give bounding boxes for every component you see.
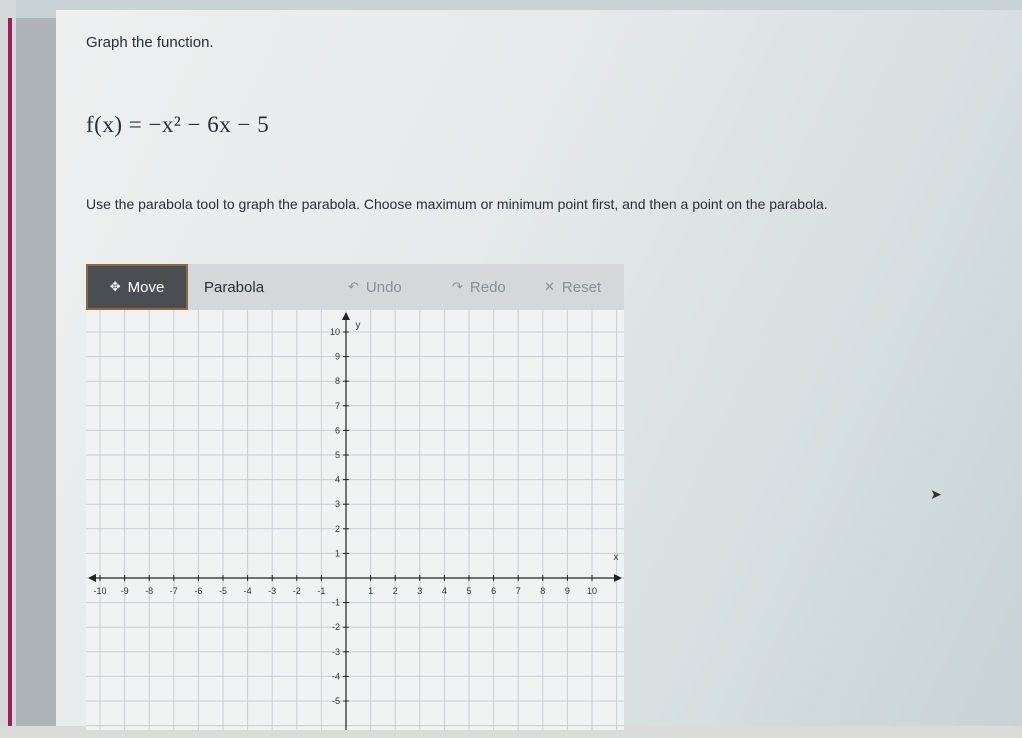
instructions-text: Use the parabola tool to graph the parabola. Choose maximum or minimum point first, and then a point on the parabola. <box>86 196 828 212</box>
y-tick-label: 1 <box>334 548 340 559</box>
x-tick-label: -8 <box>145 586 154 596</box>
x-tick-label: -7 <box>169 586 178 596</box>
x-tick-label: -10 <box>93 586 107 596</box>
redo-label: Redo <box>469 278 506 296</box>
x-tick-label: -2 <box>292 586 301 596</box>
x-tick-label: 5 <box>466 586 472 596</box>
redo-arrow-icon: ↷ <box>452 279 463 294</box>
move-tool-button[interactable] <box>86 264 188 310</box>
move-label: Move <box>127 278 165 296</box>
mouse-cursor-icon: ➤ <box>930 486 942 502</box>
x-tick-label: 4 <box>441 586 447 596</box>
x-tick-label: -5 <box>218 586 228 596</box>
y-tick-label: 10 <box>329 327 340 337</box>
x-tick-label: 6 <box>491 586 497 596</box>
x-tick-label: 2 <box>392 586 398 596</box>
y-tick-label: 2 <box>334 523 340 534</box>
x-tick-label: -1 <box>317 586 326 596</box>
x-tick-label: 7 <box>515 586 521 596</box>
x-tick-label: 8 <box>540 586 546 596</box>
x-axis-arrow-right <box>614 574 622 582</box>
y-tick-label: -4 <box>331 671 340 682</box>
x-axis-arrow-left <box>88 574 96 582</box>
function-expression: f(x) = −x² − 6x − 5 <box>86 112 270 137</box>
x-tick-label: 10 <box>586 586 598 596</box>
x-tick-label: -9 <box>120 586 129 596</box>
y-tick-label: 6 <box>334 425 340 436</box>
reset-button[interactable] <box>544 264 601 310</box>
y-tick-label: 9 <box>334 351 340 362</box>
gray-column <box>16 18 56 730</box>
y-tick-label: 5 <box>334 450 340 460</box>
y-tick-label: -3 <box>331 646 340 657</box>
x-tick-label: 1 <box>368 586 374 596</box>
graph-canvas[interactable] <box>86 310 624 730</box>
y-axis-label: y <box>355 320 361 331</box>
reset-label: Reset <box>561 278 602 296</box>
x-tick-label: 9 <box>564 586 570 596</box>
x-tick-label: -4 <box>243 586 252 596</box>
y-tick-label: -2 <box>331 622 340 633</box>
redo-button[interactable] <box>452 264 506 310</box>
x-tick-label: -3 <box>268 586 277 596</box>
x-tick-label: -6 <box>194 586 203 596</box>
x-axis-label: x <box>613 552 619 563</box>
x-tick-label: 3 <box>417 586 423 596</box>
coordinate-grid[interactable] <box>86 310 624 730</box>
y-tick-label: 4 <box>334 474 340 485</box>
question-prompt: Graph the function. <box>86 34 214 51</box>
undo-label: Undo <box>365 278 402 296</box>
accent-bar <box>8 18 12 730</box>
y-tick-label: -5 <box>331 696 340 706</box>
y-axis-arrow-up <box>342 312 350 320</box>
parabola-tool-button[interactable] <box>204 264 284 310</box>
reset-x-icon: ✕ <box>544 279 555 294</box>
parabola-label: Parabola <box>204 278 265 296</box>
y-tick-label: 3 <box>334 499 340 510</box>
y-tick-label: -1 <box>331 597 340 608</box>
move-icon: ✥ <box>109 279 121 294</box>
undo-arrow-icon: ↶ <box>348 279 359 294</box>
graph-toolbar <box>86 264 624 311</box>
y-tick-label: 8 <box>334 376 340 387</box>
undo-button[interactable] <box>348 264 402 310</box>
y-tick-label: 7 <box>334 400 340 411</box>
